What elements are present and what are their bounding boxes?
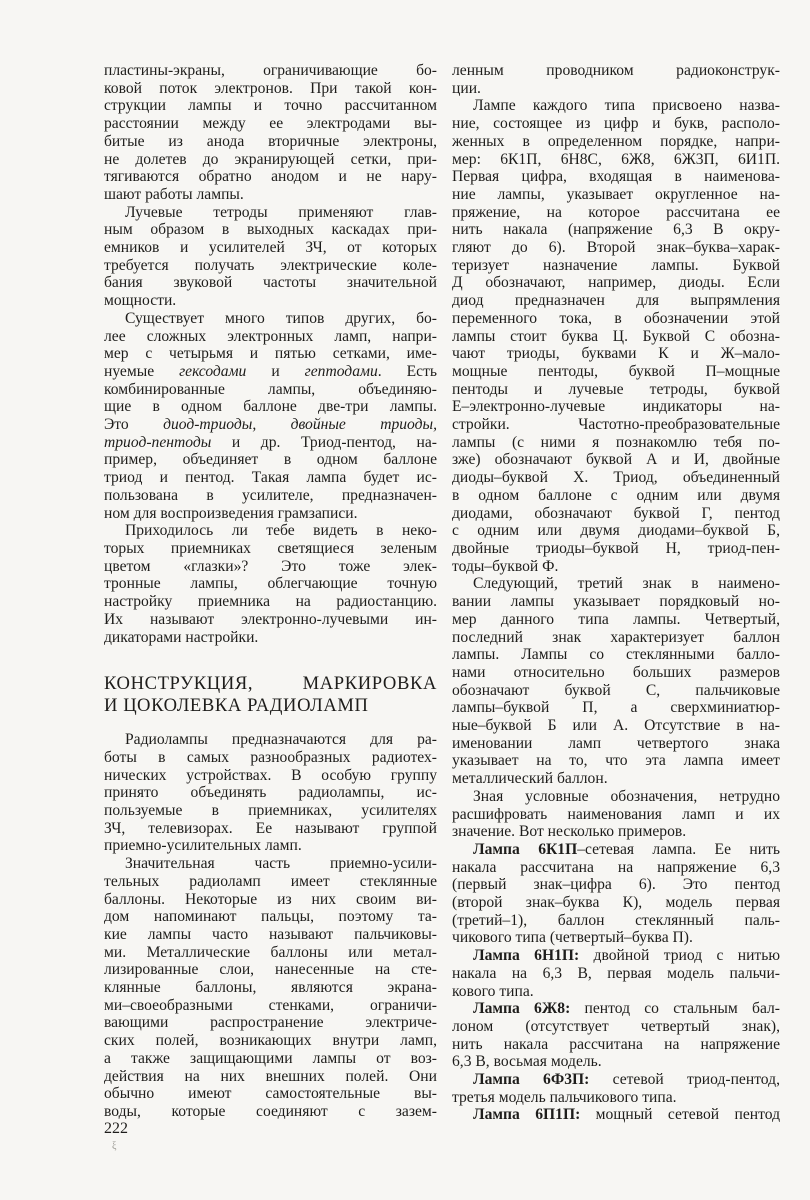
italic-text: гексодами — [179, 362, 247, 380]
text-line: а также защищающими лампы от воз- — [104, 1049, 437, 1067]
text-line: Лампа 6Ж8: пентод со стальным бал- — [473, 1000, 780, 1018]
text-line: накала на 6,3 В, первая модель пальчи- — [452, 964, 780, 982]
text-line: лампы. Лампы со стеклянными балло- — [452, 646, 780, 664]
text-line: нить накала рассчитана на напряжение — [452, 1035, 780, 1053]
text-line: именовании ламп четвертого знака — [452, 734, 780, 752]
text-line: ние, состоящее из цифр и букв, располо- — [452, 115, 780, 133]
text-line: воды, которые соединяют с зазем- — [104, 1102, 437, 1120]
text-line: расшифровать наименования ламп и их — [452, 805, 780, 823]
text-line: Следующий, третий знак в наимено- — [473, 575, 780, 593]
paragraph — [452, 62, 780, 97]
text-line: клянные баллоны, являются экрана- — [104, 979, 437, 997]
text-line: гляют до 6). Второй знак–буква–харак- — [452, 239, 780, 257]
paragraph — [452, 947, 780, 1000]
text-line: лизированные слои, нанесенные на сте- — [104, 961, 437, 979]
text-line: третья модель пальчикового типа. — [452, 1088, 677, 1106]
text-line: лее сложных электронных ламп, напри- — [104, 327, 437, 345]
text-line: мер данного типа лампы. Четвертый, — [452, 610, 780, 628]
section-heading-line: КОНСТРУКЦИЯ, МАРКИРОВКА — [104, 673, 437, 695]
text-line: ми. Металлические баллоны или метал- — [104, 943, 437, 961]
text-line: мощности. — [104, 292, 177, 310]
text-line: настройку приемника на радиостанцию. — [104, 593, 437, 611]
text-line: пряжение, на которое рассчитана ее — [452, 203, 780, 221]
section-heading-line: И ЦОКОЛЕВКА РАДИОЛАМП — [104, 694, 369, 716]
page-number: 222 — [104, 1120, 128, 1137]
text-line: ми–своеобразными стенками, ограничи- — [104, 996, 437, 1014]
text-line: лампы стоит буква Ц. Буквой С обозна- — [452, 327, 780, 345]
text-line: Е–электронно-лучевые индикаторы на- — [452, 398, 780, 416]
text-line: зже) обозначают буквой А и И, двойные — [452, 451, 780, 469]
text-line: лоном (отсутствует четвертый знак), — [452, 1017, 780, 1035]
paragraph — [452, 1106, 780, 1124]
text-line: боты в самых разнообразных радиотех- — [104, 748, 437, 766]
text-line: диоды–буквой Х. Триод, объединенный — [452, 469, 780, 487]
text-line: (второй знак–буква К), модель первая — [452, 894, 780, 912]
text-line: в одном баллоне с одним или двумя — [452, 486, 780, 504]
text-line: требуется получать электрические коле- — [104, 256, 437, 274]
text-line: Зная условные обозначения, нетрудно — [473, 787, 780, 805]
text-line: пластины-экраны, ограничивающие бо- — [104, 62, 437, 79]
text-line: торых приемниках светящиеся зеленым — [104, 539, 437, 557]
paragraph — [104, 204, 437, 310]
text-line: триод и пентод. Такая лампа будет ис- — [104, 469, 437, 487]
text-line: вающими распространение электриче- — [104, 1014, 437, 1032]
bold-text: Лампа 6П1П: — [473, 1106, 581, 1124]
paragraph — [104, 855, 437, 1121]
text-line: кие лампы часто называют пальчиковы- — [104, 925, 437, 943]
bold-text: Лампа 6Ж8: — [473, 1000, 571, 1018]
text-line: (первый знак–цифра 6). Это пентод — [452, 876, 780, 894]
scan-artifact-mark: ξ — [112, 1141, 117, 1152]
paragraph — [452, 788, 780, 841]
paragraph — [452, 1000, 780, 1071]
text-line: ковой поток электронов. При такой кон- — [104, 79, 437, 97]
text-line: вании лампы указывает порядковый но- — [452, 593, 780, 611]
text-line: шают работы лампы. — [104, 185, 244, 203]
left-column — [104, 62, 437, 1124]
text-line: пример, объединяет в одном баллоне — [104, 451, 437, 469]
text-line: кового типа. — [452, 982, 534, 1000]
right-column — [452, 62, 780, 1124]
text-line: металлический баллон. — [452, 770, 608, 788]
text-line: последний знак характеризует баллон — [452, 628, 780, 646]
text-line: значение. Вот несколько примеров. — [452, 823, 687, 841]
italic-text: гептодами — [304, 362, 378, 380]
paragraph — [104, 522, 437, 646]
text-line: Д обозначают, например, диоды. Если — [452, 274, 780, 292]
text-line: нить накала (напряжение 6,3 В окру- — [452, 221, 780, 239]
text-line: щие в одном баллоне две-три лампы. — [104, 398, 437, 416]
bold-text: Лампа 6Н1П: — [473, 947, 580, 965]
text-line: ным образом в выходных каскадах при- — [104, 221, 437, 239]
text-line: Радиолампы предназначаются для ра- — [125, 731, 437, 749]
text-line: ном для воспроизведения грамзаписи. — [104, 504, 358, 522]
text-line: принято объединять радиолампы, ис- — [104, 784, 437, 802]
text-line: чают триоды, буквами К и Ж–мало- — [452, 345, 780, 363]
text-line: Это диод-триоды, двойные триоды, — [104, 416, 437, 434]
paragraph — [104, 310, 437, 522]
paragraph — [452, 575, 780, 787]
text-line: мощные пентоды, буквой П–мощные — [452, 362, 780, 380]
section-heading — [104, 673, 437, 716]
text-line: триод-пентоды и др. Триод-пентод, на- — [104, 433, 437, 451]
text-line: Лампа 6Ф3П: сетевой триод-пентод, — [473, 1071, 780, 1089]
text-line: нами относительно больших размеров — [452, 663, 780, 681]
text-line: ные–буквой Б или А. Отсутствие в на- — [452, 717, 780, 735]
paragraph — [104, 62, 437, 204]
text-line: Лучевые тетроды применяют глав- — [125, 203, 437, 221]
text-line: Приходилось ли тебе видеть в неко- — [125, 522, 437, 540]
text-line: тоды–буквой Ф. — [452, 557, 559, 575]
text-line: Существует много типов других, бо- — [125, 309, 437, 327]
text-line: ЗЧ, телевизорах. Ее называют группой — [104, 819, 437, 837]
text-line: теризует назначение лампы. Буквой — [452, 256, 780, 274]
text-line: переменного тока, в обозначении этой — [452, 309, 780, 327]
italic-text: диод-триоды, двойные триоды, — [163, 416, 437, 434]
text-line: бания звуковой частоты значительной — [104, 274, 437, 292]
text-line: женных в определенном порядке, напри- — [452, 132, 780, 150]
text-line: емников и усилителей ЗЧ, от которых — [104, 239, 437, 257]
text-line: дикаторами настройки. — [104, 628, 259, 646]
text-line: Лампа 6П1П: мощный сетевой пентод — [473, 1106, 780, 1124]
text-line: битые из анода вторичные электроны, — [104, 132, 437, 150]
text-line: Первая цифра, входящая в наименова- — [452, 168, 780, 186]
text-line: нических устройствах. В особую группу — [104, 766, 437, 784]
text-line: ских полей, возникающих внутри ламп, — [104, 1032, 437, 1050]
text-line: Значительная часть приемно-усили- — [125, 855, 437, 873]
text-line: пентоды и лучевые тетроды, буквой — [452, 380, 780, 398]
text-columns — [104, 62, 780, 1124]
text-line: лампы–буквой П, а сверхминиатюр- — [452, 699, 780, 717]
paragraph — [104, 731, 437, 855]
text-line: Лампа 6Н1П: двойной триод с нитью — [473, 947, 781, 965]
text-line: цветом «глазки»? Это тоже элек- — [104, 557, 437, 575]
text-line: пользуемые в приемниках, усилителях — [104, 802, 437, 820]
bold-text: Лампа 6К1П — [473, 840, 578, 858]
paragraph — [452, 841, 780, 947]
text-line: действия на них внешних полей. Они — [104, 1067, 437, 1085]
text-line: с одним или двумя диодами–буквой Б, — [452, 522, 780, 540]
text-line: приемно-усилительных ламп. — [104, 837, 302, 855]
text-line: комбинированные лампы, объединяю- — [104, 380, 437, 398]
text-line: Лампе каждого типа присвоено назва- — [473, 97, 780, 115]
text-line: мер с четырьмя и пятью сетками, име- — [104, 345, 437, 363]
text-line: мер: 6К1П, 6Н8С, 6Ж8, 6Ж3П, 6И1П. — [452, 150, 780, 168]
paragraph — [452, 1071, 780, 1106]
text-line: ции. — [452, 79, 481, 97]
text-line: накала рассчитана на напряжение 6,3 — [452, 858, 780, 876]
text-line: тронные лампы, облегчающие точную — [104, 575, 437, 593]
bold-text: Лампа 6Ф3П: — [473, 1071, 590, 1089]
text-line: дом напоминают пальцы, поэтому та- — [104, 908, 437, 926]
text-line: Лампа 6К1П–сетевая лампа. Ее нить — [473, 840, 780, 858]
text-line: пользована в усилителе, предназначен- — [104, 486, 437, 504]
text-line: двойные триоды–буквой Н, триод-пен- — [452, 539, 780, 557]
text-line: струкции лампы и точно рассчитанном — [104, 97, 437, 115]
text-line: расстоянии между ее электродами вы- — [104, 115, 437, 133]
text-line: тягиваются обратно анодом и не нару- — [104, 168, 437, 186]
text-line: тельных радиоламп имеет стеклянные — [104, 872, 437, 890]
text-line: не долетев до экранирующей сетки, при- — [104, 150, 437, 168]
text-line: ленным проводником радиоконструк- — [452, 62, 780, 79]
text-line: (третий–1), баллон стеклянный паль- — [452, 911, 780, 929]
paragraph — [452, 97, 780, 575]
text-line: баллоны. Некоторые из них своим ви- — [104, 890, 437, 908]
text-line: чикового типа (четвертый–буква П). — [452, 929, 693, 947]
text-line: диод предназначен для выпрямления — [452, 292, 780, 310]
text-line: Их называют электронно-лучевыми ин- — [104, 610, 437, 628]
text-line: обычно имеют самостоятельные вы- — [104, 1085, 437, 1103]
text-line: обозначают буквой С, пальчиковые — [452, 681, 780, 699]
text-line: диодами, обозначают буквой Г, пентод — [452, 504, 780, 522]
text-line: 6,3 В, восьмая модель. — [452, 1053, 602, 1071]
text-line: нуемые гексодами и гептодами. Есть — [104, 362, 437, 380]
text-line: указывает на то, что эта лампа имеет — [452, 752, 780, 770]
italic-text: триод-пентоды — [104, 433, 212, 451]
text-line: стройки. Частотно-преобразовательные — [452, 416, 780, 434]
text-line: ние лампы, указывает округленное на- — [452, 185, 780, 203]
text-line: лампы (с ними я познакомлю тебя по- — [452, 433, 780, 451]
